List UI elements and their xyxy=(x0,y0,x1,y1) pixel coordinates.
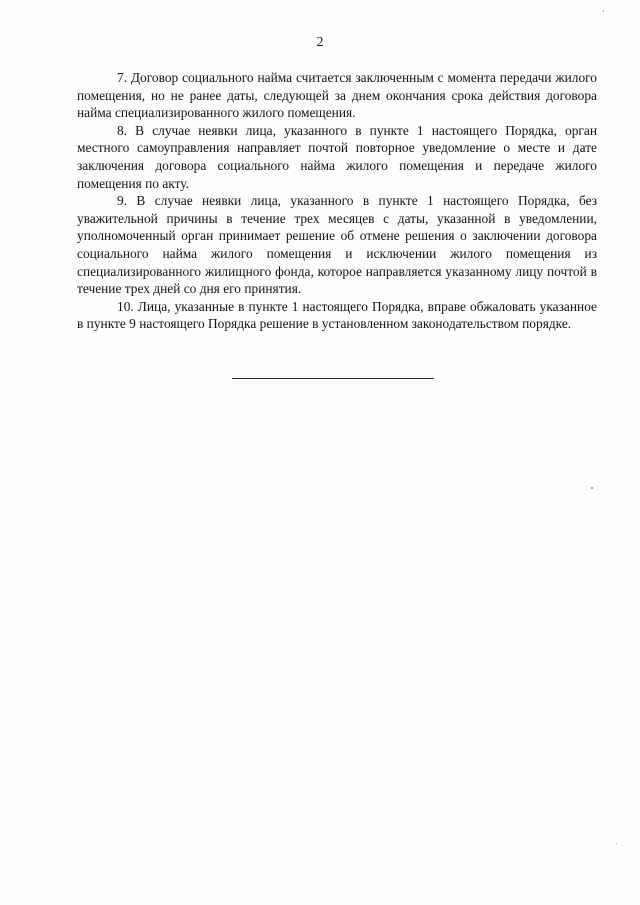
document-body xyxy=(77,69,597,333)
paragraph-9: 9. В случае неявки лица, указанного в пункте 1 настоящего Порядка, без уважительной причины в течение трех месяцев с даты, указанной в уведомлении, уполномоченный орган принимает решение об отмене решения о заключении договора социального найма жилого помещения и исключении жилого помещения из специализированного жилищного фонда, которое направляется указанному лицу почтой в течение трех дней со дня его принятия. xyxy=(77,193,597,297)
scan-speck xyxy=(603,10,604,12)
scan-speck xyxy=(591,487,593,489)
paragraph-10: 10. Лица, указанные в пункте 1 настоящего Порядка, вправе обжаловать указанное в пункте 9 настоящего Порядка решение в установленном законодательством порядке. xyxy=(77,298,597,332)
scan-speck xyxy=(616,843,617,844)
paragraph-7: 7. Договор социального найма считается заключенным с момента передачи жилого помещения, но не ранее даты, следующей за днем окончания срока действия договора найма специализированного жилого помещения. xyxy=(77,70,597,121)
paragraph-8: 8. В случае неявки лица, указанного в пункте 1 настоящего Порядка, орган местного самоуправления направляет почтой повторное уведомление о месте и дате заключения договора социального найма жилого помещения и передаче жилого помещения по акту. xyxy=(77,122,597,191)
closing-separator-line xyxy=(232,378,434,379)
page-number: 2 xyxy=(316,35,324,50)
